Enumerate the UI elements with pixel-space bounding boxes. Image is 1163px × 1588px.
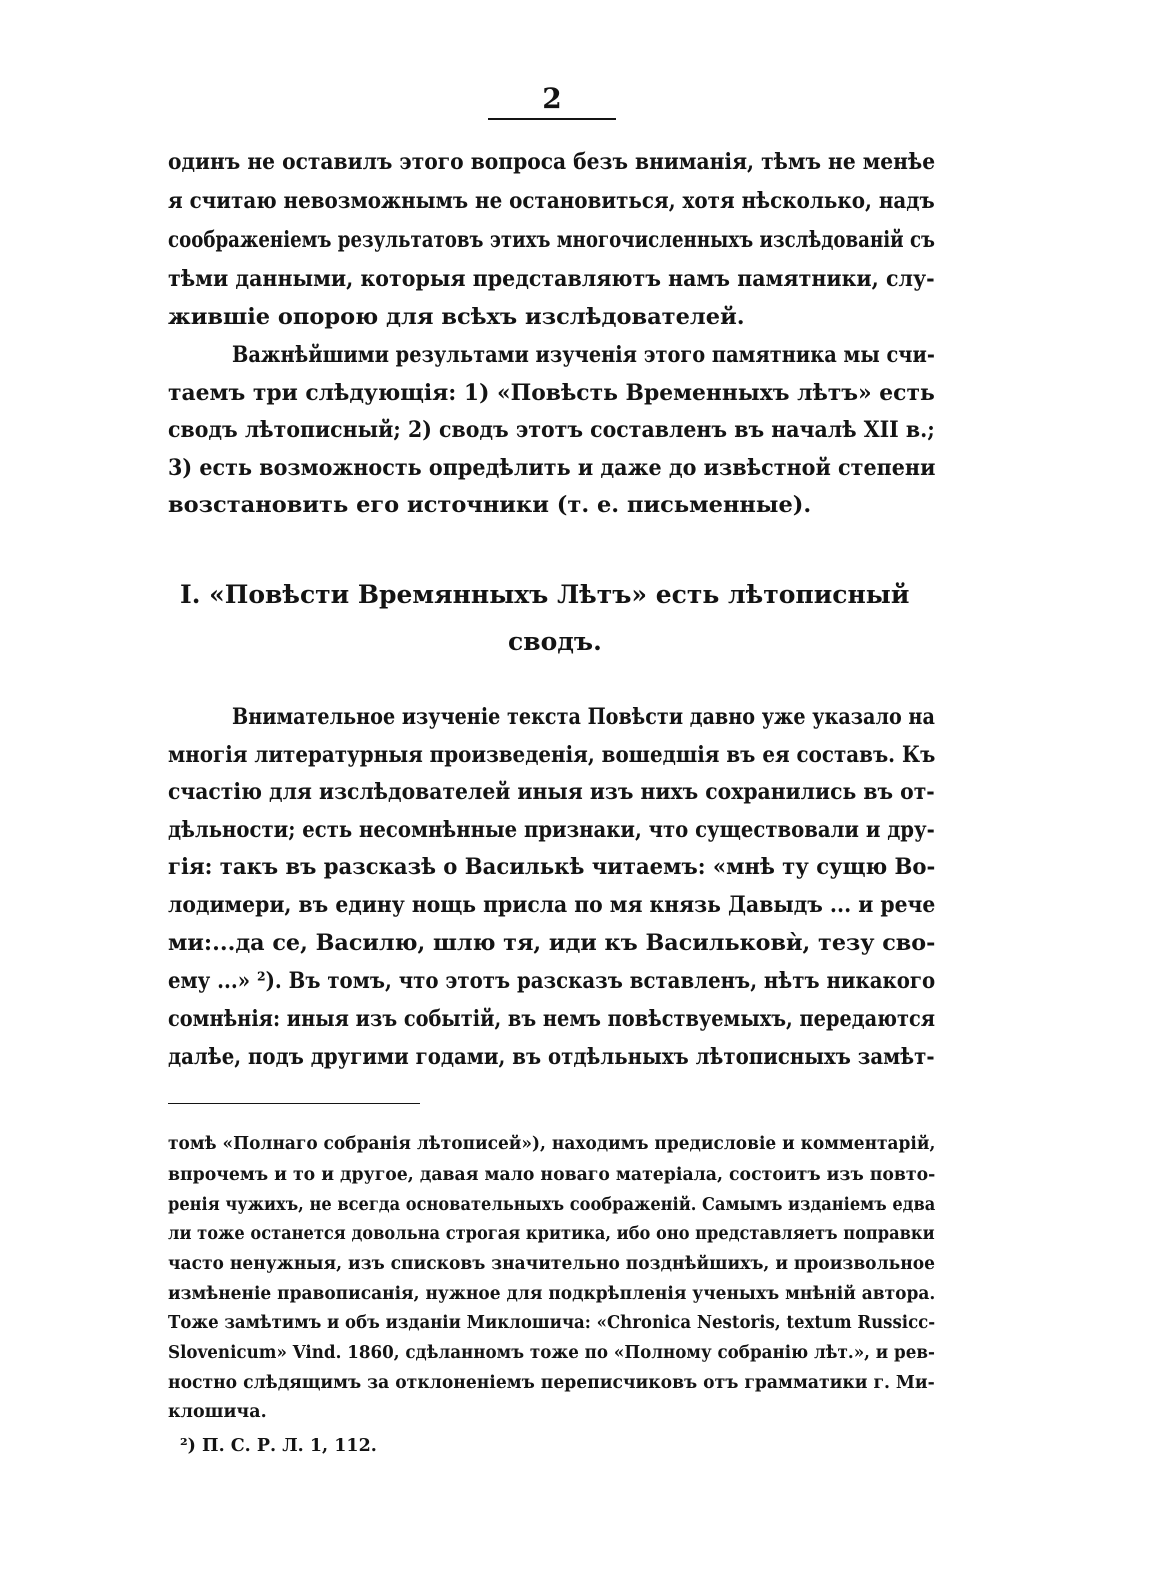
footnote-line: Slovenicum» Vind. 1860, сдѣланномъ тоже по «Полному собранію лѣт.», и рев- [168,1343,935,1363]
footnote-line: клошича. [168,1402,267,1422]
text-line: таемъ три слѣдующія: 1) «Повѣсть Временныхъ лѣтъ» есть [168,380,935,406]
section-heading-line: сводъ. [508,627,602,656]
footnote-line: ли тоже останется довольна строгая критика, ибо оно представляетъ поправки [168,1224,935,1244]
section-heading-line: I. «Повѣсти Времянныхъ Лѣтъ» есть лѣтописный [180,580,910,609]
text-line: дѣльности; есть несомнѣнные признаки, что существовали и дру- [168,817,935,843]
text-line: гія: такъ въ разсказѣ о Василькѣ читаемъ: «мнѣ ту сущю Во- [168,854,936,880]
footnote-line: томѣ «Полнаго собранія лѣтописей»), находимъ предисловіе и комментарій, [168,1134,936,1154]
text-line: Внимательное изученіе текста Повѣсти давно уже указало на [232,704,935,730]
footnote-line: измѣненіе правописанія, нужное для подкрѣпленія ученыхъ мнѣній автора. [168,1284,936,1304]
text-line: сомнѣнія: иныя изъ событій, въ немъ повѣствуемыхъ, передаются [168,1006,935,1032]
text-line: далѣе, подъ другими годами, въ отдѣльныхъ лѣтописныхъ замѣт- [168,1044,935,1070]
text-line: одинъ не оставилъ этого вопроса безъ вниманія, тѣмъ не менѣе [168,149,936,175]
text-line: сводъ лѣтописный; 2) сводъ этотъ составленъ въ началѣ XII в.; [168,417,935,443]
footnote-line: Тоже замѣтимъ и объ изданіи Миклошича: «Chronica Nestoris, textum Russicc- [168,1313,936,1333]
text-line: Важнѣйшими результами изученія этого памятника мы счи- [232,342,935,368]
page-number: 2 [542,82,562,115]
text-line: лодимери, въ едину нощь присла по мя князь Давыдъ ... и рече [168,892,936,918]
footnote-2: ²) П. С. Р. Л. 1, 112. [180,1436,377,1456]
text-line: возстановить его источники (т. е. письменные). [168,492,812,518]
text-line: тѣми данными, которыя представляютъ намъ памятники, слу- [168,266,935,292]
footnote-rule [168,1103,420,1104]
text-line: жившіе опорою для всѣхъ изслѣдователей. [168,304,745,330]
text-line: ми:...да се, Василю, шлю тя, иди къ Васильковѝ, тезу сво- [168,930,936,956]
footnote-line: впрочемъ и то и другое, давая мало новаго матеріала, состоитъ изъ повто- [168,1165,936,1185]
text-line: я считаю невозможнымъ не остановиться, хотя нѣсколько, надъ [168,188,935,214]
text-line: счастію для изслѣдователей иныя изъ нихъ сохранились въ от- [168,779,935,805]
page-number-rule [488,118,616,120]
footnote-line: часто ненужныя, изъ списковъ значительно позднѣйшихъ, и произвольное [168,1254,935,1274]
footnote-line: ностно слѣдящимъ за отклоненіемъ переписчиковъ отъ грамматики г. Ми- [168,1373,935,1393]
footnote-line: ренія чужихъ, не всегда основательныхъ соображеній. Самымъ изданіемъ едва [168,1195,936,1215]
text-line: ему ...» ²). Въ томъ, что этотъ разсказъ вставленъ, нѣтъ никакого [168,968,936,994]
text-line: соображеніемъ результатовъ этихъ многочисленныхъ изслѣдованій съ [168,227,936,253]
text-line: 3) есть возможность опредѣлить и даже до извѣстной степени [168,455,936,481]
text-line: многія литературныя произведенія, вошедшія въ ея составъ. Къ [168,742,936,768]
